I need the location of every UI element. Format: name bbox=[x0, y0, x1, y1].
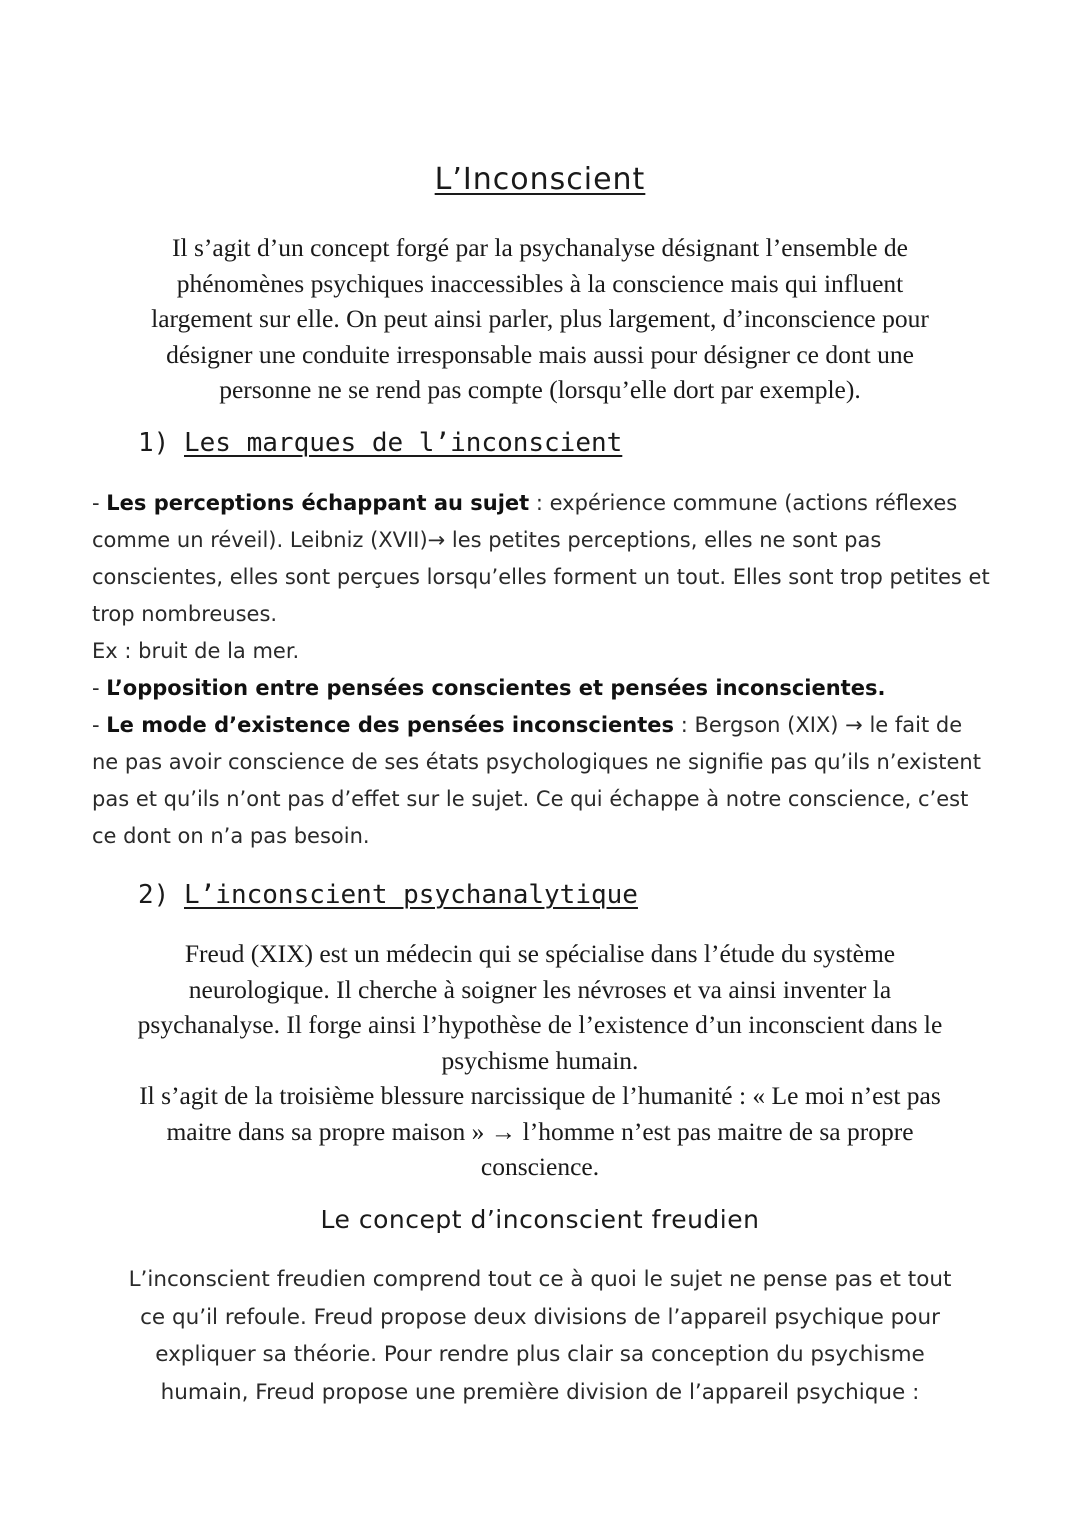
section-1-body bbox=[92, 485, 992, 855]
section-2-body bbox=[90, 936, 990, 1185]
item-bold-label: Les perceptions échappant au sujet bbox=[106, 491, 530, 515]
section-2-line: psychisme humain. bbox=[441, 1045, 639, 1075]
intro-line: personne ne se rend pas compte (lorsqu’elle dort par exemple). bbox=[219, 375, 861, 404]
section-3-line: expliquer sa théorie. Pour rendre plus clair sa conception du psychisme bbox=[155, 1342, 925, 1367]
page-title bbox=[0, 162, 1080, 197]
section-1-title: Les marques de l’inconscient bbox=[184, 428, 623, 458]
section-3-body bbox=[90, 1261, 990, 1411]
intro-line: Il s’agit d’un concept forgé par la psychanalyse désignant l’ensemble de bbox=[172, 233, 908, 262]
item-text: : expérience commune (actions réflexes comme un réveil). Leibniz (XVII)→ les petites perceptions, elles ne sont pas conscientes, elles sont perçues lorsqu’elles forment un tout. Elles sont trop petites et trop nombreuses. bbox=[92, 491, 990, 626]
section-2-number: 2) bbox=[138, 880, 170, 910]
section-2-line: psychanalyse. Il forge ainsi l’hypothèse de l’existence d’un inconscient dans le bbox=[137, 1010, 943, 1039]
section-2-line: Freud (XIX) est un médecin qui se spécialise dans l’étude du système bbox=[184, 939, 896, 968]
page-title-text: L’Inconscient bbox=[434, 162, 646, 197]
section-2-line: conscience. bbox=[480, 1152, 600, 1181]
section-1-example: Ex : bruit de la mer. bbox=[92, 639, 300, 663]
section-2-heading bbox=[138, 880, 638, 910]
intro-paragraph bbox=[90, 230, 990, 408]
section-1-number: 1) bbox=[138, 428, 170, 458]
item-bold-label: Le mode d’existence des pensées inconscientes bbox=[106, 713, 675, 737]
section-2-line: neurologique. Il cherche à soigner les névroses et va ainsi inventer la bbox=[188, 974, 892, 1004]
item-dash: - bbox=[92, 491, 107, 515]
section-3-heading: Le concept d’inconscient freudien bbox=[320, 1205, 760, 1234]
intro-line: désigner une conduite irresponsable mais aussi pour désigner ce dont une bbox=[166, 339, 914, 369]
section-3-line: humain, Freud propose une première division de l’appareil psychique : bbox=[160, 1379, 920, 1405]
section-2-line: maitre dans sa propre maison » → l’homme n’est pas maitre de sa propre bbox=[166, 1116, 914, 1146]
section-3-line: ce qu’il refoule. Freud propose deux divisions de l’appareil psychique pour bbox=[140, 1304, 940, 1330]
item-text: : Bergson (XIX) → le fait de ne pas avoir conscience de ses états psychologiques ne signifie pas qu’ils n’existent pas et qu’ils n’ont pas d’effet sur le sujet. Ce qui échappe à notre conscience, c’est ce dont on n’a pas besoin. bbox=[92, 713, 981, 848]
section-1-item-opposition bbox=[92, 670, 992, 707]
intro-line: phénomènes psychiques inaccessibles à la conscience mais qui influent bbox=[176, 268, 904, 298]
item-dash: - bbox=[92, 713, 107, 737]
section-1-item-perceptions bbox=[92, 485, 992, 633]
section-3-line: L’inconscient freudien comprend tout ce à quoi le sujet ne pense pas et tout bbox=[128, 1267, 952, 1292]
section-2-title: L’inconscient psychanalytique bbox=[184, 880, 638, 910]
intro-line: largement sur elle. On peut ainsi parler, plus largement, d’inconscience pour bbox=[151, 304, 929, 333]
section-1-heading bbox=[138, 428, 622, 458]
item-bold-label: L’opposition entre pensées conscientes et pensées inconscientes. bbox=[106, 676, 886, 700]
section-1-item-existence bbox=[92, 707, 992, 855]
section-2-line: Il s’agit de la troisième blessure narcissique de l’humanité : « Le moi n’est pas bbox=[139, 1081, 941, 1110]
item-dash: - bbox=[92, 676, 107, 700]
